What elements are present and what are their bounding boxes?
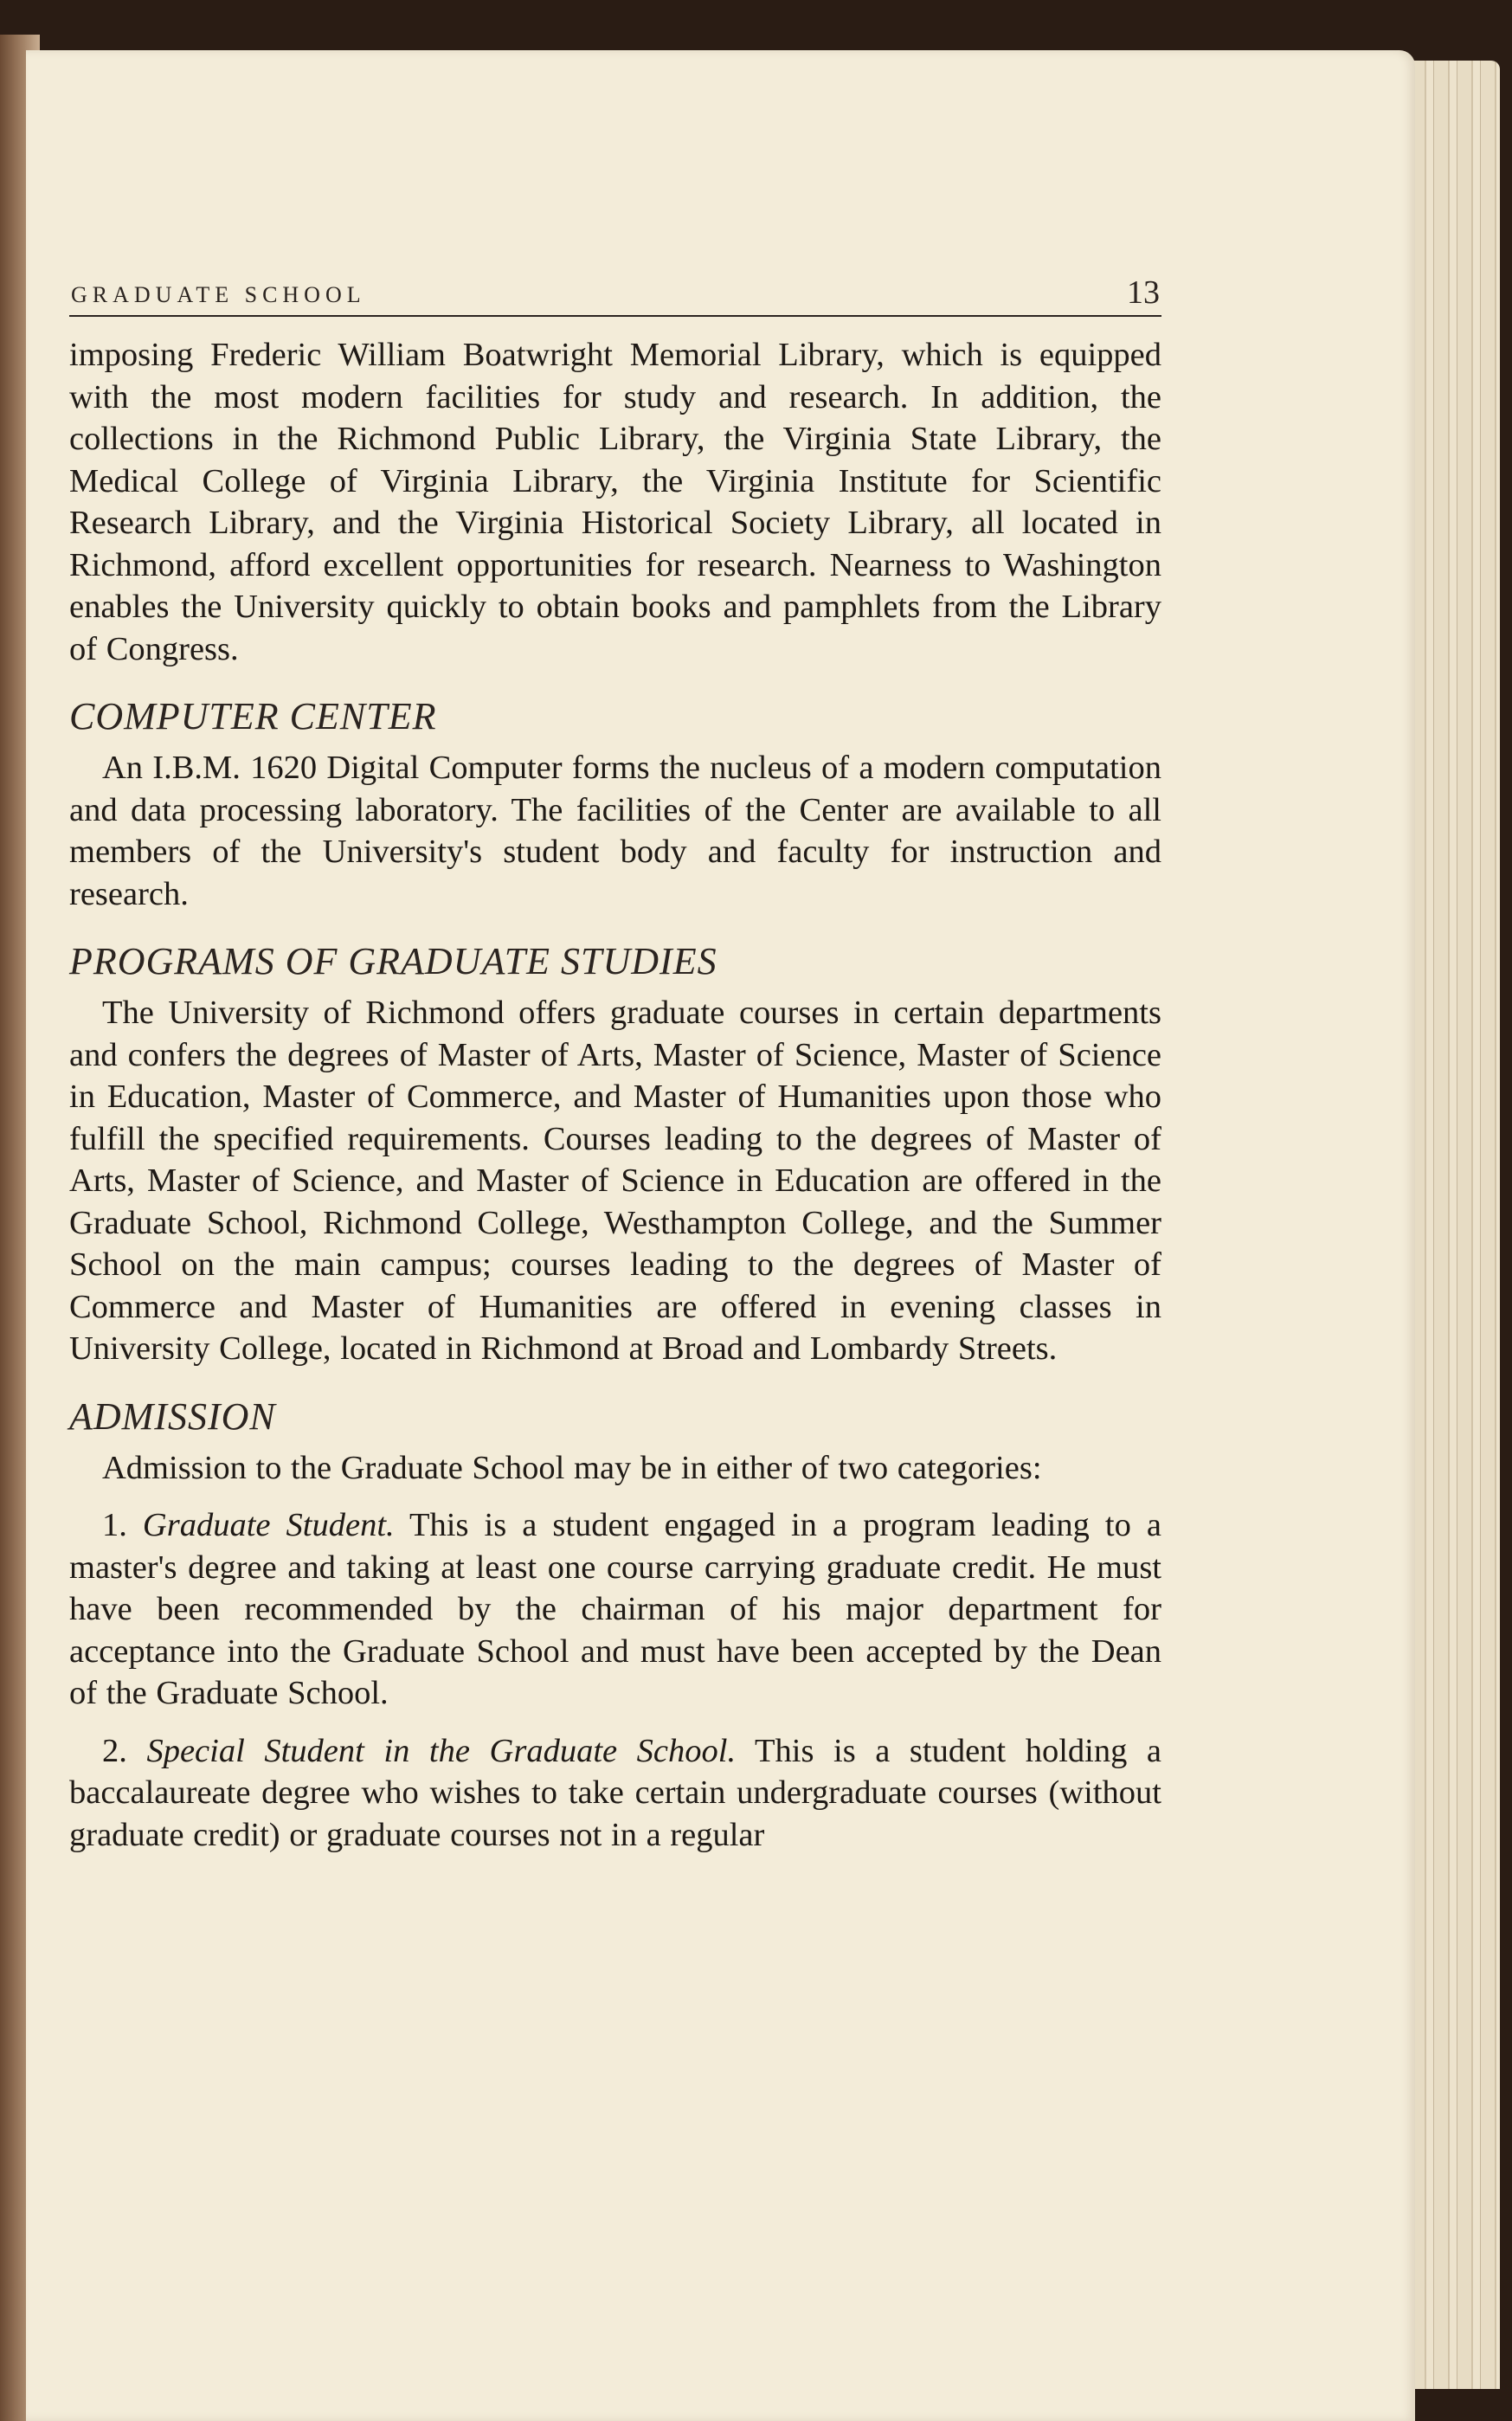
running-header xyxy=(69,275,1161,317)
admission-paragraph: Admission to the Graduate School may be in either of two categories: xyxy=(102,1449,1042,1486)
admission-heading: ADMISSION xyxy=(69,1394,276,1438)
intro-paragraph: imposing Frederic William Boatwright Memorial Library, which is equipped with the most modern facilities for study and research. In addition, the collections in the Richmond Public Library, the Virginia State Library, the Medical College of Virginia Library, the Virginia Institute for Scientific Research Library, and the Virginia Historical Society Library, all located in Richmond, afford excellent opportunities for research. Nearness to Washington enables the University quickly to obtain books and pamphlets from the Library of Congress. xyxy=(69,337,1161,667)
computer-center-heading: COMPUTER CENTER xyxy=(69,695,437,737)
item-number: 2. xyxy=(102,1732,127,1769)
running-header-title: GRADUATE SCHOOL xyxy=(71,282,366,307)
computer-center-paragraph: An I.B.M. 1620 Digital Computer forms the nucleus of a modern computation and data processing laboratory. The facilities of the Center are available to all members of the University's student body and faculty for instruction and research. xyxy=(69,750,1161,912)
admission-item-graduate-student xyxy=(69,1504,1161,1715)
item-term: Special Student in the Graduate School. xyxy=(146,1732,737,1769)
item-term: Graduate Student. xyxy=(142,1507,395,1543)
programs-paragraph: The University of Richmond offers graduate courses in certain departments and confers the degrees of Master of Arts, Master of Science, Master of Science in Education, Master of Commerce, and Master of Humanities upon those who fulfill the specified requirements. Courses leading to the degrees of Master of Arts, Master of Science, and Master of Science in Education are offered in the Graduate School, Richmond College, Westhampton College, and the Summer School on the main campus; courses leading to the degrees of Master of Commerce and Master of Humanities are offered in evening classes in University College, located in Richmond at Broad and Lombardy Streets. xyxy=(69,995,1161,1367)
page-content xyxy=(69,275,1161,1856)
item-text: This is a student engaged in a program leading to a master's degree and taking at least one course carrying graduate credit. He must have been recommended by the chairman of his major department for acceptance into the Graduate School and must have been accepted by the Dean of the Graduate School. xyxy=(69,1507,1161,1711)
item-number: 1. xyxy=(102,1507,127,1543)
programs-heading: PROGRAMS OF GRADUATE STUDIES xyxy=(69,940,717,982)
item-text: This is a student holding a baccalaureate degree who wishes to take certain undergraduate courses (without graduate credit) or graduate courses not in a regular xyxy=(69,1732,1162,1853)
page-number: 13 xyxy=(1127,274,1160,311)
admission-item-special-student xyxy=(69,1730,1161,1857)
